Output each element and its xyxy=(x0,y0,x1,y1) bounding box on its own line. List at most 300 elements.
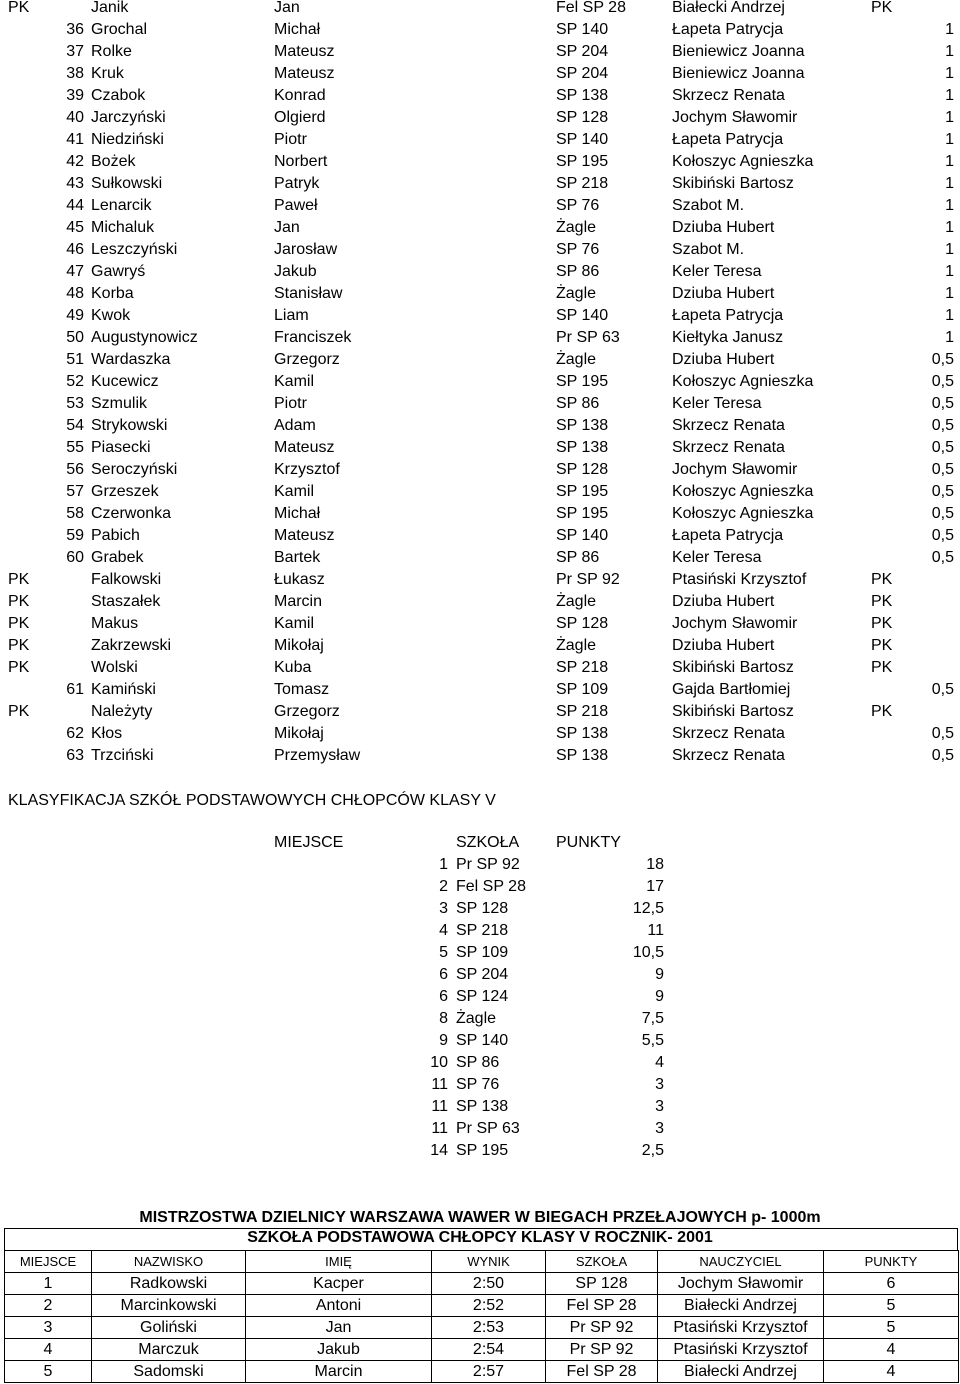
table-row xyxy=(0,415,960,437)
row-firstname: Mateusz xyxy=(274,439,335,456)
row-points: 0,5 xyxy=(931,725,954,742)
row-points: 1 xyxy=(945,109,954,126)
cell-points: 5 xyxy=(824,1317,959,1339)
row-school: SP 86 xyxy=(556,395,600,412)
row-school: Żagle xyxy=(556,637,597,654)
row-number: 58 xyxy=(66,505,84,522)
row-teacher: Dziuba Hubert xyxy=(672,593,775,610)
row-firstname: Olgierd xyxy=(274,109,326,126)
row-firstname: Paweł xyxy=(274,197,318,214)
row-firstname: Mateusz xyxy=(274,43,335,60)
classification-points: 3 xyxy=(655,1098,664,1115)
row-firstname: Mikołaj xyxy=(274,637,324,654)
classification-place: 3 xyxy=(439,900,448,917)
row-surname: Grzeszek xyxy=(91,483,159,500)
row-firstname: Kamil xyxy=(274,483,315,500)
row-school: SP 86 xyxy=(556,549,600,566)
classification-place: 10 xyxy=(430,1054,448,1071)
row-status: PK xyxy=(8,571,30,588)
row-teacher: Gajda Bartłomiej xyxy=(672,681,791,698)
classification-school: SP 109 xyxy=(456,944,509,961)
row-surname: Zakrzewski xyxy=(91,637,172,654)
row-school: SP 138 xyxy=(556,439,609,456)
cell-surname: Marcinkowski xyxy=(92,1295,246,1317)
table-row xyxy=(0,393,960,415)
table-row xyxy=(0,481,960,503)
cell-school: Fel SP 28 xyxy=(546,1295,658,1317)
row-points: PK xyxy=(871,659,893,676)
classification-place: 6 xyxy=(439,988,448,1005)
cell-school: SP 128 xyxy=(546,1273,658,1295)
row-number: 50 xyxy=(66,329,84,346)
classification-place: 5 xyxy=(439,944,448,961)
cell-place: 3 xyxy=(5,1317,92,1339)
classification-school: SP 124 xyxy=(456,988,509,1005)
row-surname: Staszałek xyxy=(91,593,161,610)
row-firstname: Kamil xyxy=(274,373,315,390)
cell-result: 2:54 xyxy=(432,1339,546,1361)
list-item xyxy=(0,1118,960,1140)
row-school: SP 140 xyxy=(556,527,609,544)
header-result: WYNIK xyxy=(432,1251,546,1273)
row-points: 1 xyxy=(945,219,954,236)
row-points: 0,5 xyxy=(931,461,954,478)
row-school: SP 204 xyxy=(556,43,609,60)
row-firstname: Liam xyxy=(274,307,309,324)
cell-teacher: Białecki Andrzej xyxy=(658,1295,824,1317)
row-teacher: Kołoszyc Agnieszka xyxy=(672,153,814,170)
row-teacher: Keler Teresa xyxy=(672,263,762,280)
row-surname: Sułkowski xyxy=(91,175,163,192)
classification-school: Żagle xyxy=(456,1010,497,1027)
cell-firstname: Kacper xyxy=(246,1273,432,1295)
table-row xyxy=(0,195,960,217)
row-status: PK xyxy=(8,703,30,720)
row-surname: Piasecki xyxy=(91,439,151,456)
row-school: SP 76 xyxy=(556,197,600,214)
row-surname: Trzciński xyxy=(91,747,154,764)
classification-school: SP 140 xyxy=(456,1032,509,1049)
row-number: 46 xyxy=(66,241,84,258)
row-teacher: Ptasiński Krzysztof xyxy=(672,571,807,588)
row-school: SP 76 xyxy=(556,241,600,258)
row-number: 59 xyxy=(66,527,84,544)
row-points: 1 xyxy=(945,43,954,60)
row-status: PK xyxy=(8,637,30,654)
row-teacher: Skibiński Bartosz xyxy=(672,659,794,676)
row-surname: Augustynowicz xyxy=(91,329,198,346)
classification-school: SP 204 xyxy=(456,966,509,983)
row-teacher: Skibiński Bartosz xyxy=(672,703,794,720)
classification-place: 8 xyxy=(439,1010,448,1027)
row-teacher: Kołoszyc Agnieszka xyxy=(672,505,814,522)
cell-result: 2:50 xyxy=(432,1273,546,1295)
row-number: 45 xyxy=(66,219,84,236)
classification-place: 9 xyxy=(439,1032,448,1049)
row-teacher: Bieniewicz Joanna xyxy=(672,65,805,82)
row-number: 43 xyxy=(66,175,84,192)
cell-surname: Goliński xyxy=(92,1317,246,1339)
row-surname: Kamiński xyxy=(91,681,156,698)
row-surname: Seroczyński xyxy=(91,461,178,478)
row-firstname: Tomasz xyxy=(274,681,330,698)
list-item xyxy=(0,1096,960,1118)
row-points: PK xyxy=(871,593,893,610)
list-item xyxy=(0,920,960,942)
row-firstname: Konrad xyxy=(274,87,326,104)
classification-school: SP 128 xyxy=(456,900,509,917)
row-school: Żagle xyxy=(556,593,597,610)
row-status: PK xyxy=(8,0,30,16)
row-teacher: Białecki Andrzej xyxy=(672,0,785,16)
list-item xyxy=(0,942,960,964)
cell-teacher: Białecki Andrzej xyxy=(658,1361,824,1383)
row-school: SP 86 xyxy=(556,263,600,280)
row-surname: Rolke xyxy=(91,43,132,60)
row-points: PK xyxy=(871,571,893,588)
row-teacher: Szabot M. xyxy=(672,197,745,214)
table-row xyxy=(0,437,960,459)
row-school: SP 140 xyxy=(556,307,609,324)
row-number: 39 xyxy=(66,87,84,104)
row-teacher: Dziuba Hubert xyxy=(672,285,775,302)
cell-place: 5 xyxy=(5,1361,92,1383)
row-school: Pr SP 92 xyxy=(556,571,620,588)
row-school: SP 128 xyxy=(556,615,609,632)
row-firstname: Michał xyxy=(274,505,321,522)
row-teacher: Jochym Sławomir xyxy=(672,461,798,478)
row-firstname: Jarosław xyxy=(274,241,338,258)
row-firstname: Kamil xyxy=(274,615,315,632)
row-teacher: Łapeta Patrycja xyxy=(672,527,784,544)
row-number: 51 xyxy=(66,351,84,368)
row-number: 54 xyxy=(66,417,84,434)
cell-firstname: Jan xyxy=(246,1317,432,1339)
row-surname: Wardaszka xyxy=(91,351,171,368)
classification-school: Fel SP 28 xyxy=(456,878,526,895)
classification-header-place: MIEJSCE xyxy=(274,834,344,851)
row-teacher: Keler Teresa xyxy=(672,549,762,566)
row-points: 0,5 xyxy=(931,439,954,456)
row-teacher: Łapeta Patrycja xyxy=(672,131,784,148)
row-surname: Lenarcik xyxy=(91,197,152,214)
row-points: 1 xyxy=(945,307,954,324)
header-points: PUNKTY xyxy=(824,1251,959,1273)
table-row xyxy=(0,261,960,283)
row-points: 0,5 xyxy=(931,373,954,390)
row-status: PK xyxy=(8,615,30,632)
classification-points: 3 xyxy=(655,1120,664,1137)
header-teacher: NAUCZYCIEL xyxy=(658,1251,824,1273)
row-surname: Leszczyński xyxy=(91,241,178,258)
row-school: SP 195 xyxy=(556,483,609,500)
row-school: SP 195 xyxy=(556,373,609,390)
row-number: 40 xyxy=(66,109,84,126)
table-row xyxy=(0,85,960,107)
row-firstname: Piotr xyxy=(274,395,307,412)
row-firstname: Michał xyxy=(274,21,321,38)
row-firstname: Patryk xyxy=(274,175,320,192)
row-number: 42 xyxy=(66,153,84,170)
row-number: 37 xyxy=(66,43,84,60)
row-firstname: Kuba xyxy=(274,659,312,676)
classification-place: 6 xyxy=(439,966,448,983)
table-row xyxy=(0,107,960,129)
row-surname: Niedziński xyxy=(91,131,164,148)
classification-points: 18 xyxy=(646,856,664,873)
row-school: SP 109 xyxy=(556,681,609,698)
row-number: 36 xyxy=(66,21,84,38)
row-firstname: Franciszek xyxy=(274,329,352,346)
row-number: 44 xyxy=(66,197,84,214)
row-school: SP 218 xyxy=(556,659,609,676)
table-row xyxy=(5,1273,959,1295)
row-school: SP 140 xyxy=(556,131,609,148)
table-row xyxy=(5,1295,959,1317)
row-teacher: Skrzecz Renata xyxy=(672,439,785,456)
list-item xyxy=(0,1140,960,1162)
cell-teacher: Ptasiński Krzysztof xyxy=(658,1339,824,1361)
classification-points: 5,5 xyxy=(641,1032,664,1049)
row-school: SP 138 xyxy=(556,417,609,434)
row-points: 0,5 xyxy=(931,527,954,544)
row-surname: Janik xyxy=(91,0,129,16)
row-firstname: Krzysztof xyxy=(274,461,340,478)
row-surname: Bożek xyxy=(91,153,136,170)
classification-place: 11 xyxy=(431,1076,448,1093)
header-place: MIEJSCE xyxy=(5,1251,92,1273)
row-points: 1 xyxy=(945,285,954,302)
table-row xyxy=(0,239,960,261)
table-row xyxy=(0,349,960,371)
row-school: SP 138 xyxy=(556,87,609,104)
table-row xyxy=(5,1339,959,1361)
classification-place: 11 xyxy=(431,1120,448,1137)
row-number: 57 xyxy=(66,483,84,500)
classification-place: 1 xyxy=(439,856,448,873)
table-row xyxy=(5,1361,959,1383)
table-header-row xyxy=(5,1251,959,1273)
list-item xyxy=(0,898,960,920)
table-row xyxy=(0,151,960,173)
row-firstname: Jakub xyxy=(274,263,317,280)
table-row xyxy=(0,657,960,679)
classification-points: 17 xyxy=(646,878,664,895)
cell-school: Pr SP 92 xyxy=(546,1317,658,1339)
row-firstname: Łukasz xyxy=(274,571,325,588)
list-item xyxy=(0,1074,960,1096)
row-number: 61 xyxy=(66,681,84,698)
cell-surname: Marczuk xyxy=(92,1339,246,1361)
table-row xyxy=(0,679,960,701)
row-teacher: Keler Teresa xyxy=(672,395,762,412)
table-row xyxy=(0,217,960,239)
row-teacher: Dziuba Hubert xyxy=(672,351,775,368)
classification-points: 11 xyxy=(647,922,664,939)
row-school: Żagle xyxy=(556,351,597,368)
cell-surname: Sadomski xyxy=(92,1361,246,1383)
cell-place: 4 xyxy=(5,1339,92,1361)
classification-school: Pr SP 63 xyxy=(456,1120,520,1137)
row-points: 0,5 xyxy=(931,395,954,412)
row-points: 0,5 xyxy=(931,549,954,566)
list-item xyxy=(0,964,960,986)
classification-points: 10,5 xyxy=(632,944,664,961)
row-firstname: Jan xyxy=(274,219,300,236)
row-points: PK xyxy=(871,703,893,720)
row-teacher: Kołoszyc Agnieszka xyxy=(672,483,814,500)
header-surname: NAZWISKO xyxy=(92,1251,246,1273)
cell-school: Fel SP 28 xyxy=(546,1361,658,1383)
row-surname: Czabok xyxy=(91,87,146,104)
list-item xyxy=(0,854,960,876)
classification-place: 2 xyxy=(439,878,448,895)
classification-points: 3 xyxy=(655,1076,664,1093)
row-school: SP 138 xyxy=(556,747,609,764)
table-row xyxy=(0,371,960,393)
row-surname: Grochal xyxy=(91,21,148,38)
row-school: Pr SP 63 xyxy=(556,329,620,346)
row-surname: Szmulik xyxy=(91,395,148,412)
row-number: 56 xyxy=(66,461,84,478)
row-school: Żagle xyxy=(556,285,597,302)
row-teacher: Skrzecz Renata xyxy=(672,87,785,104)
row-surname: Falkowski xyxy=(91,571,162,588)
classification-school: SP 195 xyxy=(456,1142,509,1159)
bottom-results-table xyxy=(4,1250,959,1383)
row-points: 1 xyxy=(945,175,954,192)
classification-place: 14 xyxy=(430,1142,448,1159)
row-number: 55 xyxy=(66,439,84,456)
classification-place: 11 xyxy=(431,1098,448,1115)
row-points: 1 xyxy=(945,153,954,170)
table-row xyxy=(0,547,960,569)
header-school: SZKOŁA xyxy=(546,1251,658,1273)
cell-result: 2:52 xyxy=(432,1295,546,1317)
classification-points: 4 xyxy=(655,1054,664,1071)
row-points: 1 xyxy=(945,263,954,280)
row-teacher: Jochym Sławomir xyxy=(672,109,798,126)
table-row xyxy=(0,525,960,547)
cell-place: 2 xyxy=(5,1295,92,1317)
row-firstname: Adam xyxy=(274,417,316,434)
row-surname: Grabek xyxy=(91,549,144,566)
row-school: SP 218 xyxy=(556,175,609,192)
row-surname: Gawryś xyxy=(91,263,146,280)
table-row xyxy=(0,305,960,327)
row-surname: Kucewicz xyxy=(91,373,159,390)
row-school: SP 138 xyxy=(556,725,609,742)
table-row xyxy=(0,591,960,613)
table-row xyxy=(0,459,960,481)
classification-school: SP 218 xyxy=(456,922,509,939)
row-teacher: Łapeta Patrycja xyxy=(672,21,784,38)
row-points: 0,5 xyxy=(931,505,954,522)
row-school: SP 218 xyxy=(556,703,609,720)
row-firstname: Mateusz xyxy=(274,527,335,544)
table-row xyxy=(0,635,960,657)
table-row xyxy=(0,613,960,635)
classification-points: 9 xyxy=(655,966,664,983)
row-number: 47 xyxy=(66,263,84,280)
row-surname: Michaluk xyxy=(91,219,155,236)
header-firstname: IMIĘ xyxy=(246,1251,432,1273)
row-number: 53 xyxy=(66,395,84,412)
row-surname: Jarczyński xyxy=(91,109,166,126)
row-teacher: Dziuba Hubert xyxy=(672,219,775,236)
row-surname: Czerwonka xyxy=(91,505,172,522)
row-surname: Kruk xyxy=(91,65,124,82)
row-points: 1 xyxy=(945,65,954,82)
row-surname: Kłos xyxy=(91,725,123,742)
row-points: 0,5 xyxy=(931,417,954,434)
row-school: Żagle xyxy=(556,219,597,236)
cell-points: 4 xyxy=(824,1361,959,1383)
classification-header-school: SZKOŁA xyxy=(456,834,520,851)
row-firstname: Stanisław xyxy=(274,285,343,302)
row-surname: Należyty xyxy=(91,703,153,720)
row-school: SP 195 xyxy=(556,153,609,170)
table-row xyxy=(0,701,960,723)
row-points: PK xyxy=(871,615,893,632)
row-points: 1 xyxy=(945,329,954,346)
table-row xyxy=(0,63,960,85)
row-firstname: Piotr xyxy=(274,131,307,148)
list-item xyxy=(0,1052,960,1074)
table-row xyxy=(0,503,960,525)
row-school: Fel SP 28 xyxy=(556,0,626,16)
classification-header-points: PUNKTY xyxy=(556,834,621,851)
cell-firstname: Antoni xyxy=(246,1295,432,1317)
row-points: 0,5 xyxy=(931,483,954,500)
classification-points: 9 xyxy=(655,988,664,1005)
row-teacher: Skrzecz Renata xyxy=(672,417,785,434)
row-school: SP 128 xyxy=(556,461,609,478)
row-school: SP 140 xyxy=(556,21,609,38)
row-surname: Strykowski xyxy=(91,417,168,434)
row-teacher: Łapeta Patrycja xyxy=(672,307,784,324)
list-item xyxy=(0,986,960,1008)
row-points: 1 xyxy=(945,21,954,38)
classification-school: SP 138 xyxy=(456,1098,509,1115)
cell-firstname: Marcin xyxy=(246,1361,432,1383)
table-row xyxy=(0,173,960,195)
row-teacher: Skrzecz Renata xyxy=(672,747,785,764)
cell-points: 5 xyxy=(824,1295,959,1317)
cell-place: 1 xyxy=(5,1273,92,1295)
row-points: 1 xyxy=(945,131,954,148)
row-points: PK xyxy=(871,637,893,654)
row-firstname: Jan xyxy=(274,0,300,16)
row-surname: Makus xyxy=(91,615,139,632)
row-firstname: Bartek xyxy=(274,549,321,566)
row-firstname: Mateusz xyxy=(274,65,335,82)
row-number: 41 xyxy=(66,131,84,148)
row-status: PK xyxy=(8,659,30,676)
cell-surname: Radkowski xyxy=(92,1273,246,1295)
table-row xyxy=(0,129,960,151)
row-teacher: Bieniewicz Joanna xyxy=(672,43,805,60)
row-teacher: Kołoszyc Agnieszka xyxy=(672,373,814,390)
list-item xyxy=(0,1008,960,1030)
classification-title: KLASYFIKACJA SZKÓŁ PODSTAWOWYCH CHŁOPCÓW KLASY V xyxy=(8,792,496,809)
row-teacher: Jochym Sławomir xyxy=(672,615,798,632)
row-firstname: Norbert xyxy=(274,153,328,170)
table-row xyxy=(0,723,960,745)
row-teacher: Kiełtyka Janusz xyxy=(672,329,784,346)
table-row xyxy=(0,41,960,63)
row-school: SP 204 xyxy=(556,65,609,82)
